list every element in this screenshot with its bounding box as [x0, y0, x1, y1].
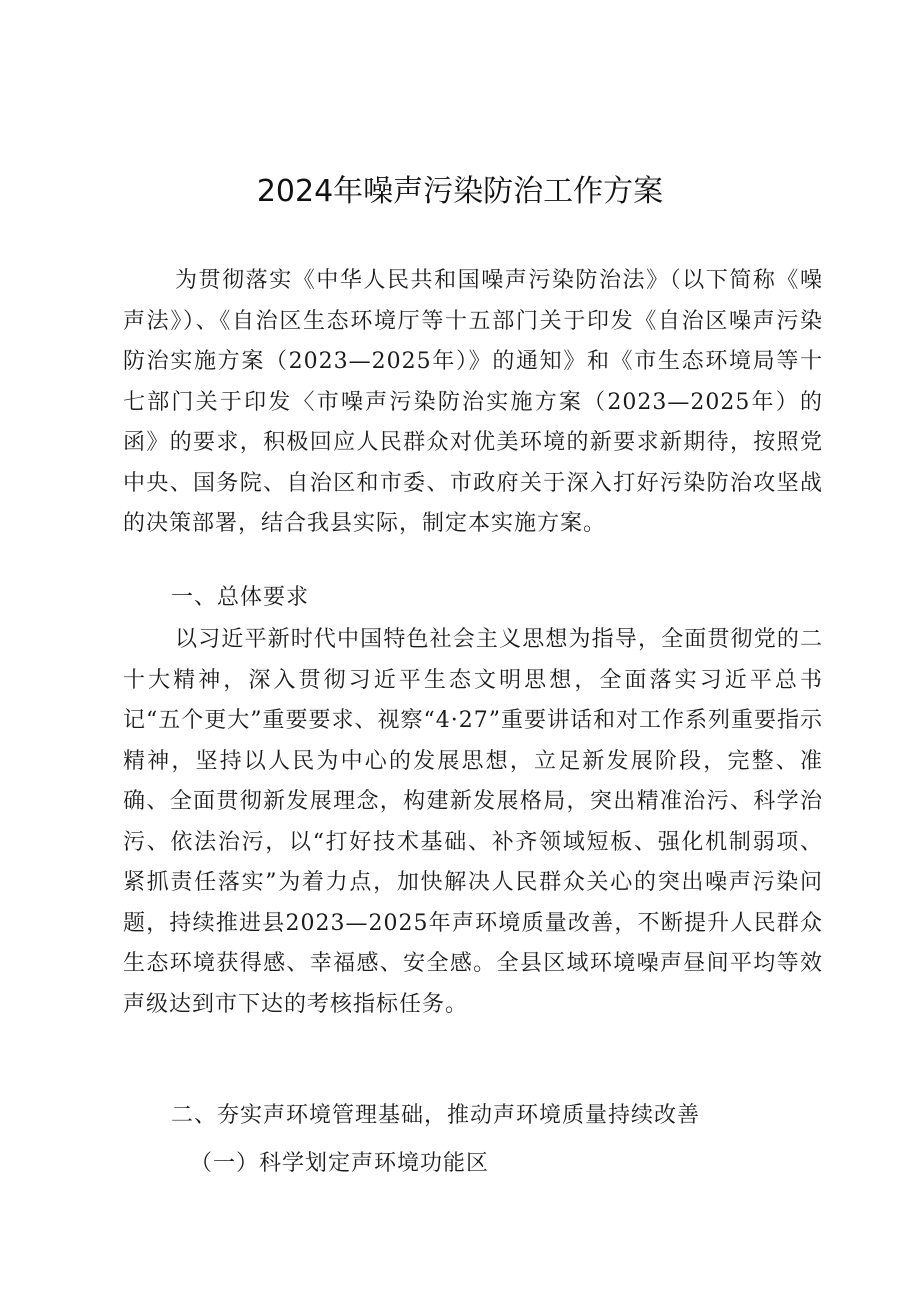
page-title: 2024年噪声污染防治工作方案 [256, 174, 664, 209]
general-requirements-paragraph: 以习近平新时代中国特色社会主义思想为指导，全面贯彻党的二十大精神，深入贯彻习近平生态文明思想，全面落实习近平总书记“五个更大”重要要求、视察“4·27”重要讲话和对工作系列重要指示精神，坚持以人民为中心的发展思想，立足新发展阶段，完整、准确、全面贯彻新发展理念，构建新发展格局，突出精准治污、科学治污、依法治污，以“打好技术基础、补齐领域短板、强化机制弱项、紧抓责任落实”为着力点，加快解决人民群众关心的突出噪声污染问题，持续推进县2023—2025年声环境质量改善，不断提升人民群众生态环境获得感、幸福感、安全感。全县区域环境噪声昼间平均等效声级达到市下达的考核指标任务。 [123, 627, 823, 1017]
intro-paragraph: 为贯彻落实《中华人民共和国噪声污染防治法》（以下简称《噪声法》）、《自治区生态环境厅等十五部门关于印发《自治区噪声污染防治实施方案（2023—2025年）》的通知》和《市生态环境局等十七部门关于印发〈市噪声污染防治实施方案（2023—2025年）的函》的要求，积极回应人民群众对优美环境的新要求新期待，按照党中央、国务院、自治区和市委、市政府关于深入打好污染防治攻坚战的决策部署，结合我县实际，制定本实施方案。 [123, 268, 823, 536]
section-heading-general-requirements: 一、总体要求 [171, 585, 310, 610]
section-heading-sound-environment-management: 二、夯实声环境管理基础，推动声环境质量持续改善 [171, 1103, 701, 1128]
subsection-heading-functional-zones: （一）科学划定声环境功能区 [190, 1151, 490, 1176]
